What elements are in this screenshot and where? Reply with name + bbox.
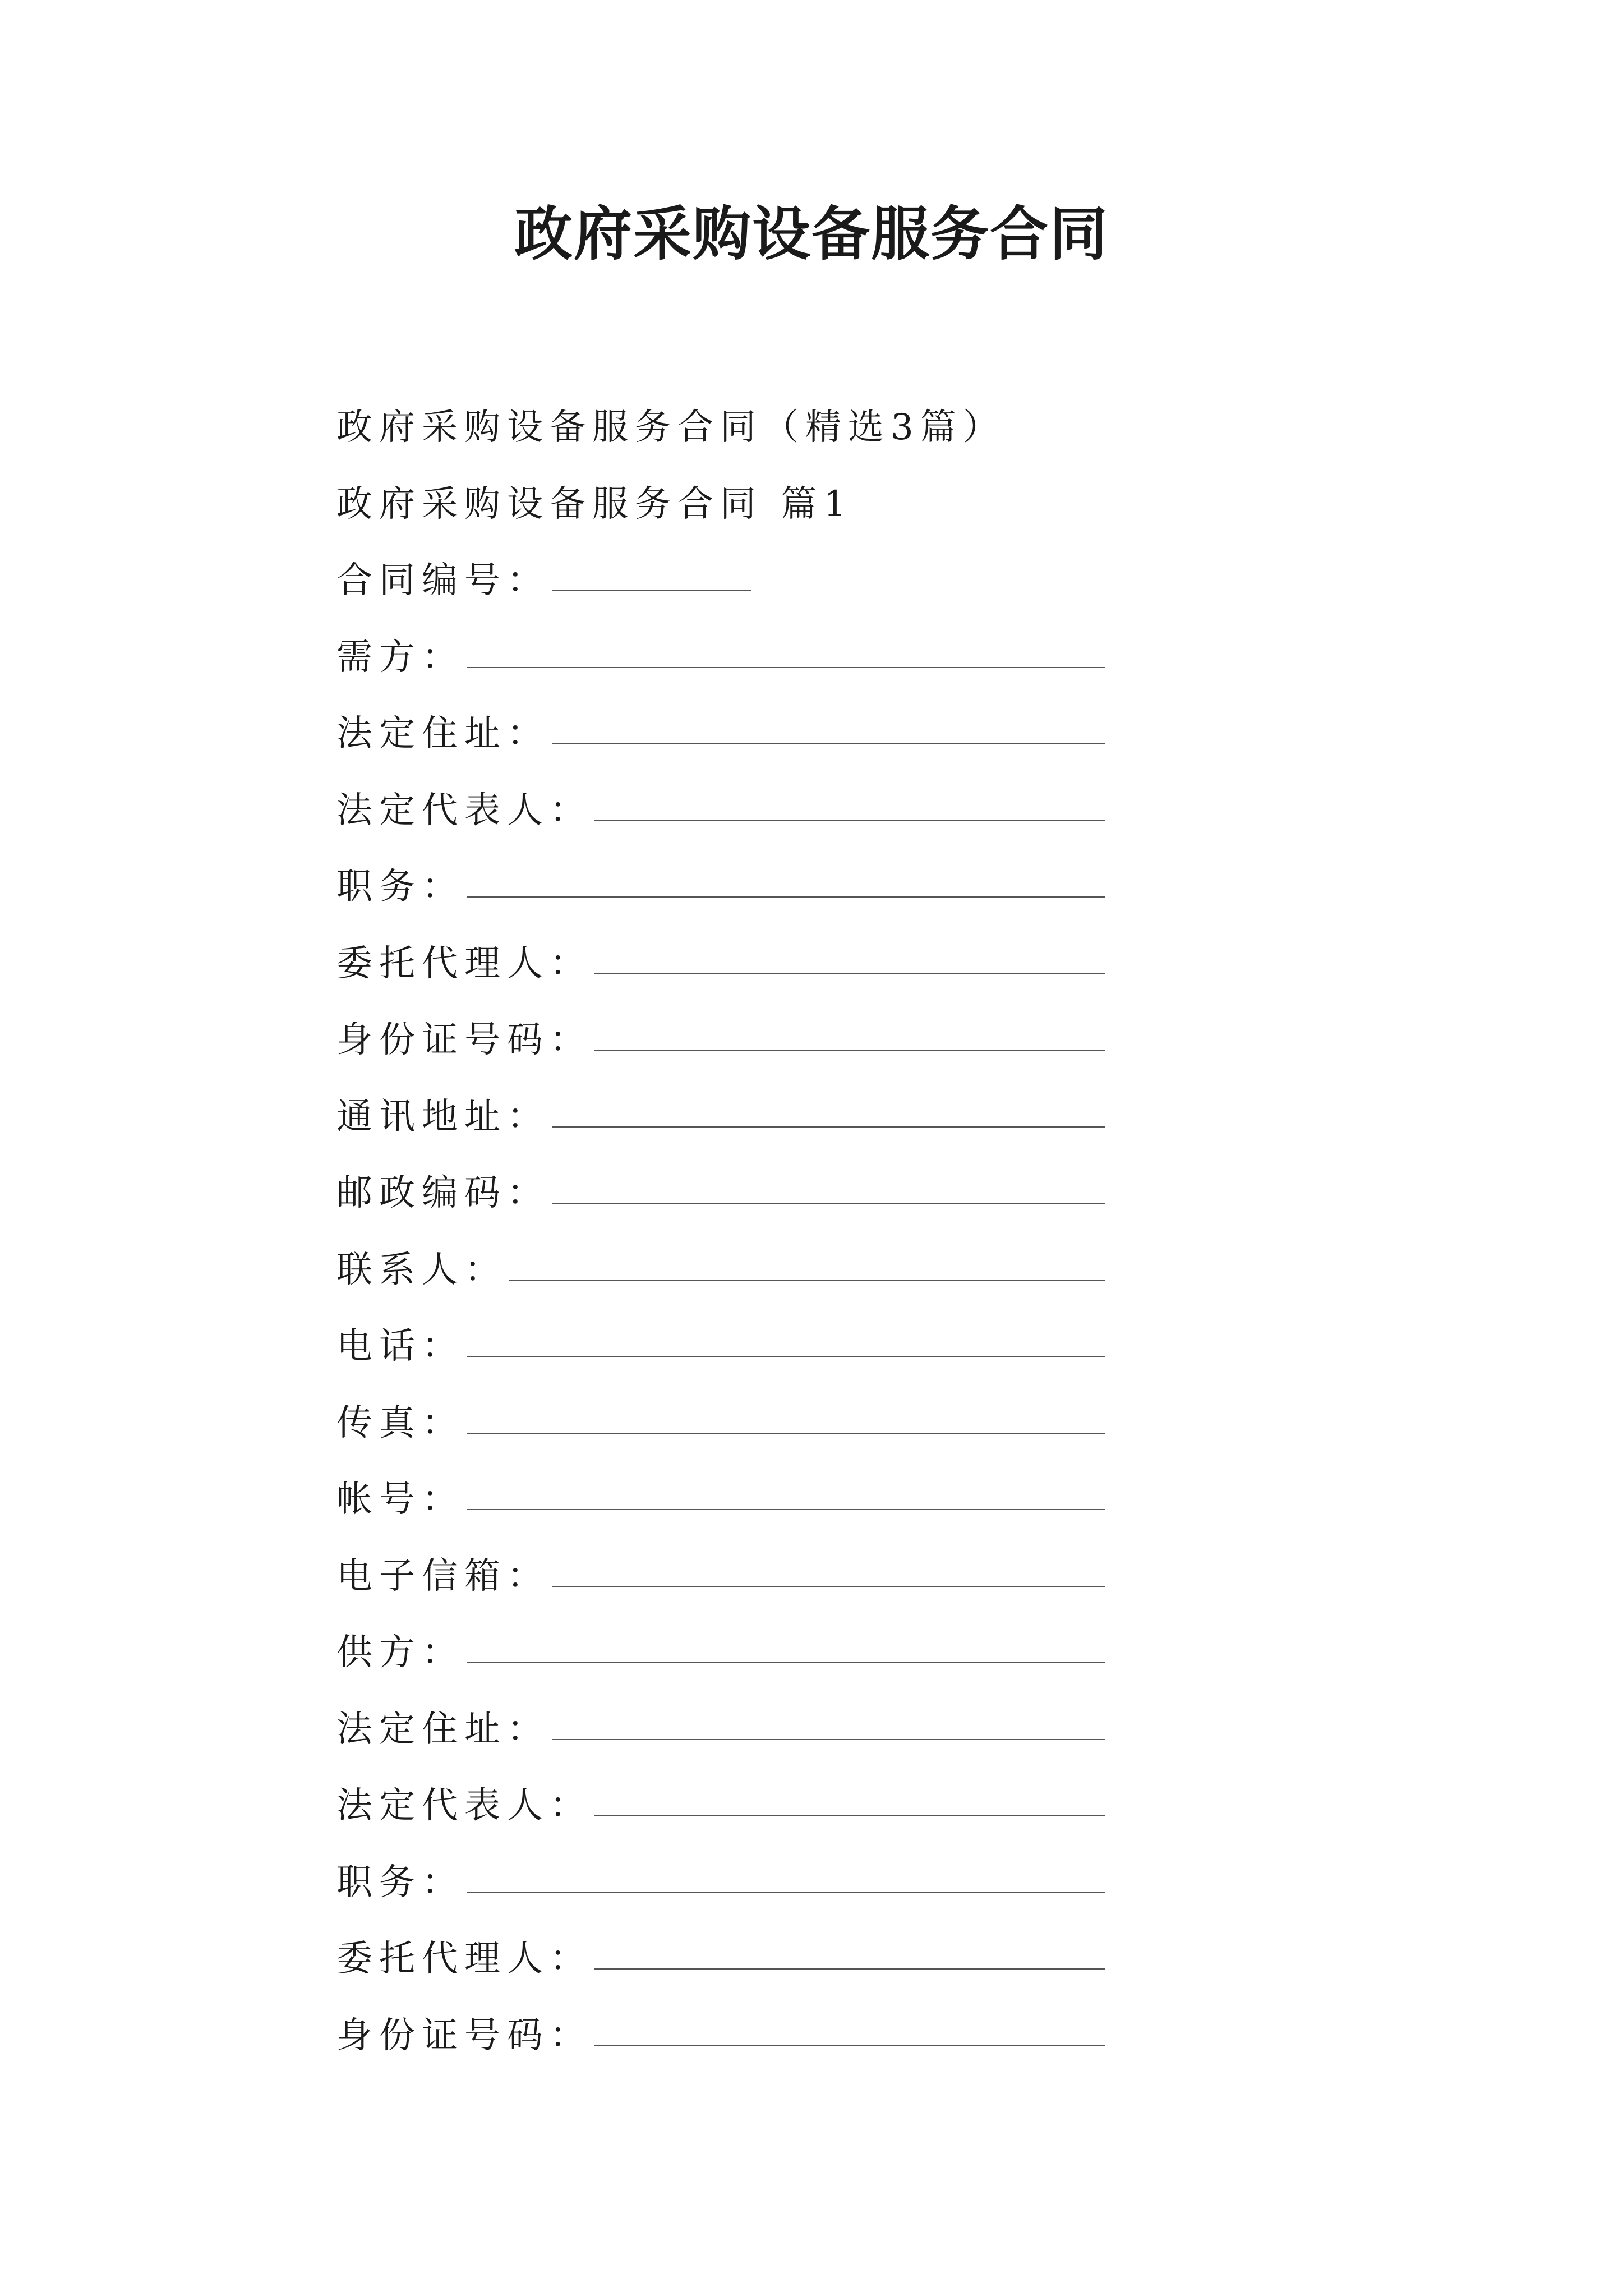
contract-number-field [336,539,1105,616]
form-field [336,1458,1105,1535]
form-field [336,692,1105,769]
field-label: 职务： [336,1861,464,1903]
form-field [336,999,1105,1075]
field-label: 联系人： [336,1249,507,1291]
field-blank [594,1968,1105,1970]
field-blank [594,1050,1105,1051]
field-label: 法定住址： [336,713,550,755]
document-body [336,386,1105,2070]
field-label: 邮政编码： [336,1172,550,1214]
field-label: 传真： [336,1402,464,1444]
field-label: 身份证号码： [336,1019,592,1061]
form-field [336,922,1105,999]
form-field [336,1535,1105,1612]
field-blank [552,1586,1105,1587]
form-field [336,1688,1105,1765]
form-field [336,845,1105,922]
field-label: 职务： [336,866,464,908]
field-label: 供方： [336,1632,464,1674]
field-blank [552,1126,1105,1128]
field-blank [594,1815,1105,1816]
field-label: 需方： [336,636,464,678]
form-field [336,616,1105,693]
form-field [336,1382,1105,1458]
field-label: 通讯地址： [336,1096,550,1138]
field-label: 电话： [336,1326,464,1368]
field-blank [594,820,1105,821]
document-subtitle: 政府采购设备服务合同（精选3篇） [336,407,1006,449]
field-blank [594,2045,1105,2046]
field-label: 法定住址： [336,1708,550,1750]
field-label: 法定代表人： [336,789,592,831]
section-heading: 政府采购设备服务合同 篇1 [336,483,854,525]
form-field [336,1764,1105,1841]
field-blank [552,1203,1105,1204]
field-blank [467,1356,1105,1357]
form-field [336,1228,1105,1305]
form-field [336,769,1105,846]
contract-number-blank [552,590,751,591]
field-blank [467,1433,1105,1434]
document-title: 政府采购设备服务合同 [514,199,1109,268]
field-blank [467,896,1105,898]
field-label: 帐号： [336,1479,464,1521]
form-field [336,1917,1105,1994]
form-field [336,1841,1105,1918]
field-blank [552,1739,1105,1740]
contract-number-label: 合同编号： [336,560,550,602]
field-blank [467,1892,1105,1893]
form-field [336,1305,1105,1382]
field-blank [509,1280,1105,1281]
form-field [336,1994,1105,2071]
field-label: 委托代理人： [336,942,592,984]
field-label: 身份证号码： [336,2014,592,2056]
field-label: 电子信箱： [336,1555,550,1597]
field-blank [552,743,1105,744]
form-field [336,1611,1105,1688]
field-blank [467,1509,1105,1510]
form-field [336,1152,1105,1228]
field-blank [467,1662,1105,1663]
form-field [336,1075,1105,1152]
field-label: 委托代理人： [336,1938,592,1980]
field-blank [467,667,1105,668]
field-blank [594,973,1105,974]
field-label: 法定代表人： [336,1785,592,1827]
